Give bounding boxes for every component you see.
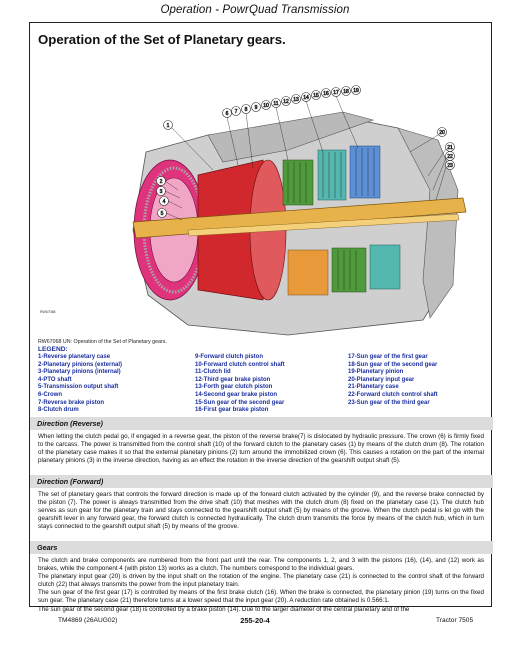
legend-item: 17-Sun gear of the first gear <box>348 354 428 360</box>
legend-item: 6-Crown <box>38 391 62 398</box>
clutch-pack-cyan-lower <box>370 245 400 289</box>
planetary-gears-cutaway-illustration <box>38 80 478 345</box>
svg-text:11: 11 <box>273 101 279 107</box>
body-text: The sun gear of the first gear (17) is controlled by means of the first brake clutch (16). When the brake is connected, the planetary pinion (19) turns on the fixed sun gear. The planetary case (21) therefore turns at a lower speed that the input gear (20). A reduction rate obtained is 0.566:1. <box>38 589 484 605</box>
paragraph-gears <box>38 557 484 614</box>
footer-page-number: 255-20-4 <box>240 616 270 625</box>
legend-item: 9-Forward clutch piston <box>195 354 264 360</box>
legend-item: 11-Clutch lid <box>195 369 231 376</box>
legend-item: 3-Planetary pinions (internal) <box>38 369 121 376</box>
clutch-pack-green-lower <box>332 248 366 292</box>
subheading-direction-forward: Direction (Forward) <box>30 475 493 488</box>
body-text: The planetary input gear (20) is driven by the input shaft on the rotation of the engine. The planetary case (21) is connected to the control shaft of the forward clutch (22) that always transmits the power from the input planetary train. <box>38 573 484 589</box>
legend-item: 7-Reverse brake piston <box>38 399 105 406</box>
svg-text:20: 20 <box>439 130 445 136</box>
legend-item: 8-Clutch drum <box>38 407 79 414</box>
callout-12 <box>282 97 291 106</box>
callout-8 <box>242 105 251 114</box>
legend-item: 19-Planetary pinion <box>348 369 404 376</box>
legend-item: 12-Third gear brake piston <box>195 376 271 383</box>
subheading-direction-reverse: Direction (Reverse) <box>30 417 493 430</box>
callout-10 <box>262 101 271 110</box>
svg-text:19: 19 <box>353 88 359 94</box>
footer-doc-id: TM4869 (26AUG02) <box>58 617 118 624</box>
callout-19 <box>352 86 361 95</box>
clutch-pack-teal <box>318 150 346 200</box>
legend-title: LEGEND: <box>38 346 68 353</box>
subheading-gears: Gears <box>30 541 493 554</box>
svg-text:14: 14 <box>303 95 309 101</box>
clutch-pack-orange <box>288 250 328 295</box>
svg-text:9: 9 <box>254 105 258 111</box>
legend-column-3 <box>348 354 438 407</box>
svg-text:7: 7 <box>234 109 238 115</box>
section-title: Operation of the Set of Planetary gears. <box>38 32 286 47</box>
legend-item: 14-Second gear brake piston <box>195 391 278 398</box>
clutch-pack-green <box>283 160 313 205</box>
svg-text:1: 1 <box>166 123 170 129</box>
callout-23 <box>446 161 455 170</box>
svg-text:13: 13 <box>293 97 299 103</box>
footer-model: Tractor 7505 <box>436 617 474 624</box>
callout-13 <box>292 95 301 104</box>
callout-18 <box>342 87 351 96</box>
callout-2 <box>157 177 166 186</box>
svg-text:17: 17 <box>333 90 339 96</box>
legend-item: 1-Reverse planetary case <box>38 354 111 360</box>
legend-item: 22-Forward clutch control shaft <box>348 391 438 398</box>
svg-text:4: 4 <box>162 199 166 205</box>
callout-22 <box>446 152 455 161</box>
svg-text:18: 18 <box>343 89 349 95</box>
clutch-pack-blue <box>350 146 380 198</box>
page-header-title: Operation - PowrQuad Transmission <box>160 4 350 16</box>
callout-9 <box>252 103 261 112</box>
svg-text:5: 5 <box>160 211 164 217</box>
figure-caption: RW67068 UN: Operation of the Set of Planetary gears. <box>38 339 167 345</box>
callout-20 <box>438 128 447 137</box>
callout-17 <box>332 88 341 97</box>
legend-item: 18-Sun gear of the second gear <box>348 361 438 368</box>
body-text: The clutch and brake components are numbered from the front part until the rear. The components 1, 2, and 3 with the pistons (16), (14), and (12) work as brakes, while the component 4 (with piston 13) works as a clutch. The numbers correspond to the individual gears. <box>38 557 484 573</box>
svg-text:6: 6 <box>225 111 229 117</box>
svg-text:8: 8 <box>244 107 248 113</box>
legend-item: 16-First gear brake piston <box>195 407 269 414</box>
callout-5 <box>158 209 167 218</box>
callout-4 <box>160 197 169 206</box>
callout-7 <box>232 107 241 116</box>
legend-item: 4-PTO shaft <box>38 376 72 383</box>
callout-16 <box>322 89 331 98</box>
svg-text:15: 15 <box>313 93 319 99</box>
content-frame <box>29 22 492 613</box>
body-text: The set of planetary gears that controls the forward direction is made up of the forward clutch activated by the cylinder (9), and the reverse brake connected by the piston (7). The power is always transmitted from the drive shaft (10) that meshes with the clutch drum (8) fixed on the planetary case (1). The clutch hub serves as sun gear for the planetary train and stays connected to the gearshift output shaft (5) by means of the groove. When the clutch pedal is let go with the gearshift lever in any forward gear, the forward clutch is connected hydraulically. The clutch drum transmits the force by means of the clutch hub, which in turn stays connected to the gearshift output shaft (5) by means of the groove. <box>38 491 484 531</box>
legend-column-1 <box>38 354 122 415</box>
svg-text:22: 22 <box>447 154 453 160</box>
legend-item: 23-Sun gear of the third gear <box>348 399 430 406</box>
callout-15 <box>312 91 321 100</box>
paragraph-direction-forward <box>38 491 484 531</box>
svg-text:16: 16 <box>323 91 329 97</box>
legend-item: 2-Planetary pinions (external) <box>38 361 123 368</box>
legend-item: 5-Transmission output shaft <box>38 384 119 391</box>
legend-item: 10-Forward clutch control shaft <box>195 361 285 368</box>
callout-21 <box>446 143 455 152</box>
figure-id: RW67068 <box>40 310 56 314</box>
body-text: When letting the clutch pedal go, if engaged in a reverse gear, the piston of the reverse brake(7) is dislocated by hydraulic pressure. The crown (6) is firmly fixed to the carcass. The power is transmitted from the control shaft (10) of the forward clutch to the planetary cases (1) by means of the clutch drum (8). The rotation of the planetary case makes it so that the external planetary pinions (2) turn around the immobilized crown (6). This causes a rotation on the part of the internal planetary pinions (3) in the inverse direction, having as an effect the rotation in the inverse direction of the gearshift output shaft (5). <box>38 433 484 465</box>
svg-text:2: 2 <box>159 179 163 185</box>
callout-3 <box>157 187 166 196</box>
svg-text:23: 23 <box>447 163 453 169</box>
paragraph-direction-reverse <box>38 433 484 465</box>
legend-column-2 <box>195 354 285 415</box>
callout-14 <box>302 93 311 102</box>
callout-6 <box>223 109 232 118</box>
callout-1 <box>164 121 173 130</box>
svg-text:12: 12 <box>283 99 289 105</box>
body-text: The sun gear of the second gear (18) is controlled by a brake piston (14). Due to the larger diameter of the central planetary and of the <box>38 605 410 613</box>
svg-text:3: 3 <box>159 189 163 195</box>
svg-text:21: 21 <box>447 145 453 151</box>
legend-item: 20-Planetary input gear <box>348 376 415 383</box>
legend-item: 13-Forth gear clutch piston <box>195 384 273 391</box>
callout-11 <box>272 99 281 108</box>
legend-item: 15-Sun gear of the second gear <box>195 399 285 406</box>
legend-item: 21-Planetary case <box>348 384 399 391</box>
svg-text:10: 10 <box>263 103 269 109</box>
